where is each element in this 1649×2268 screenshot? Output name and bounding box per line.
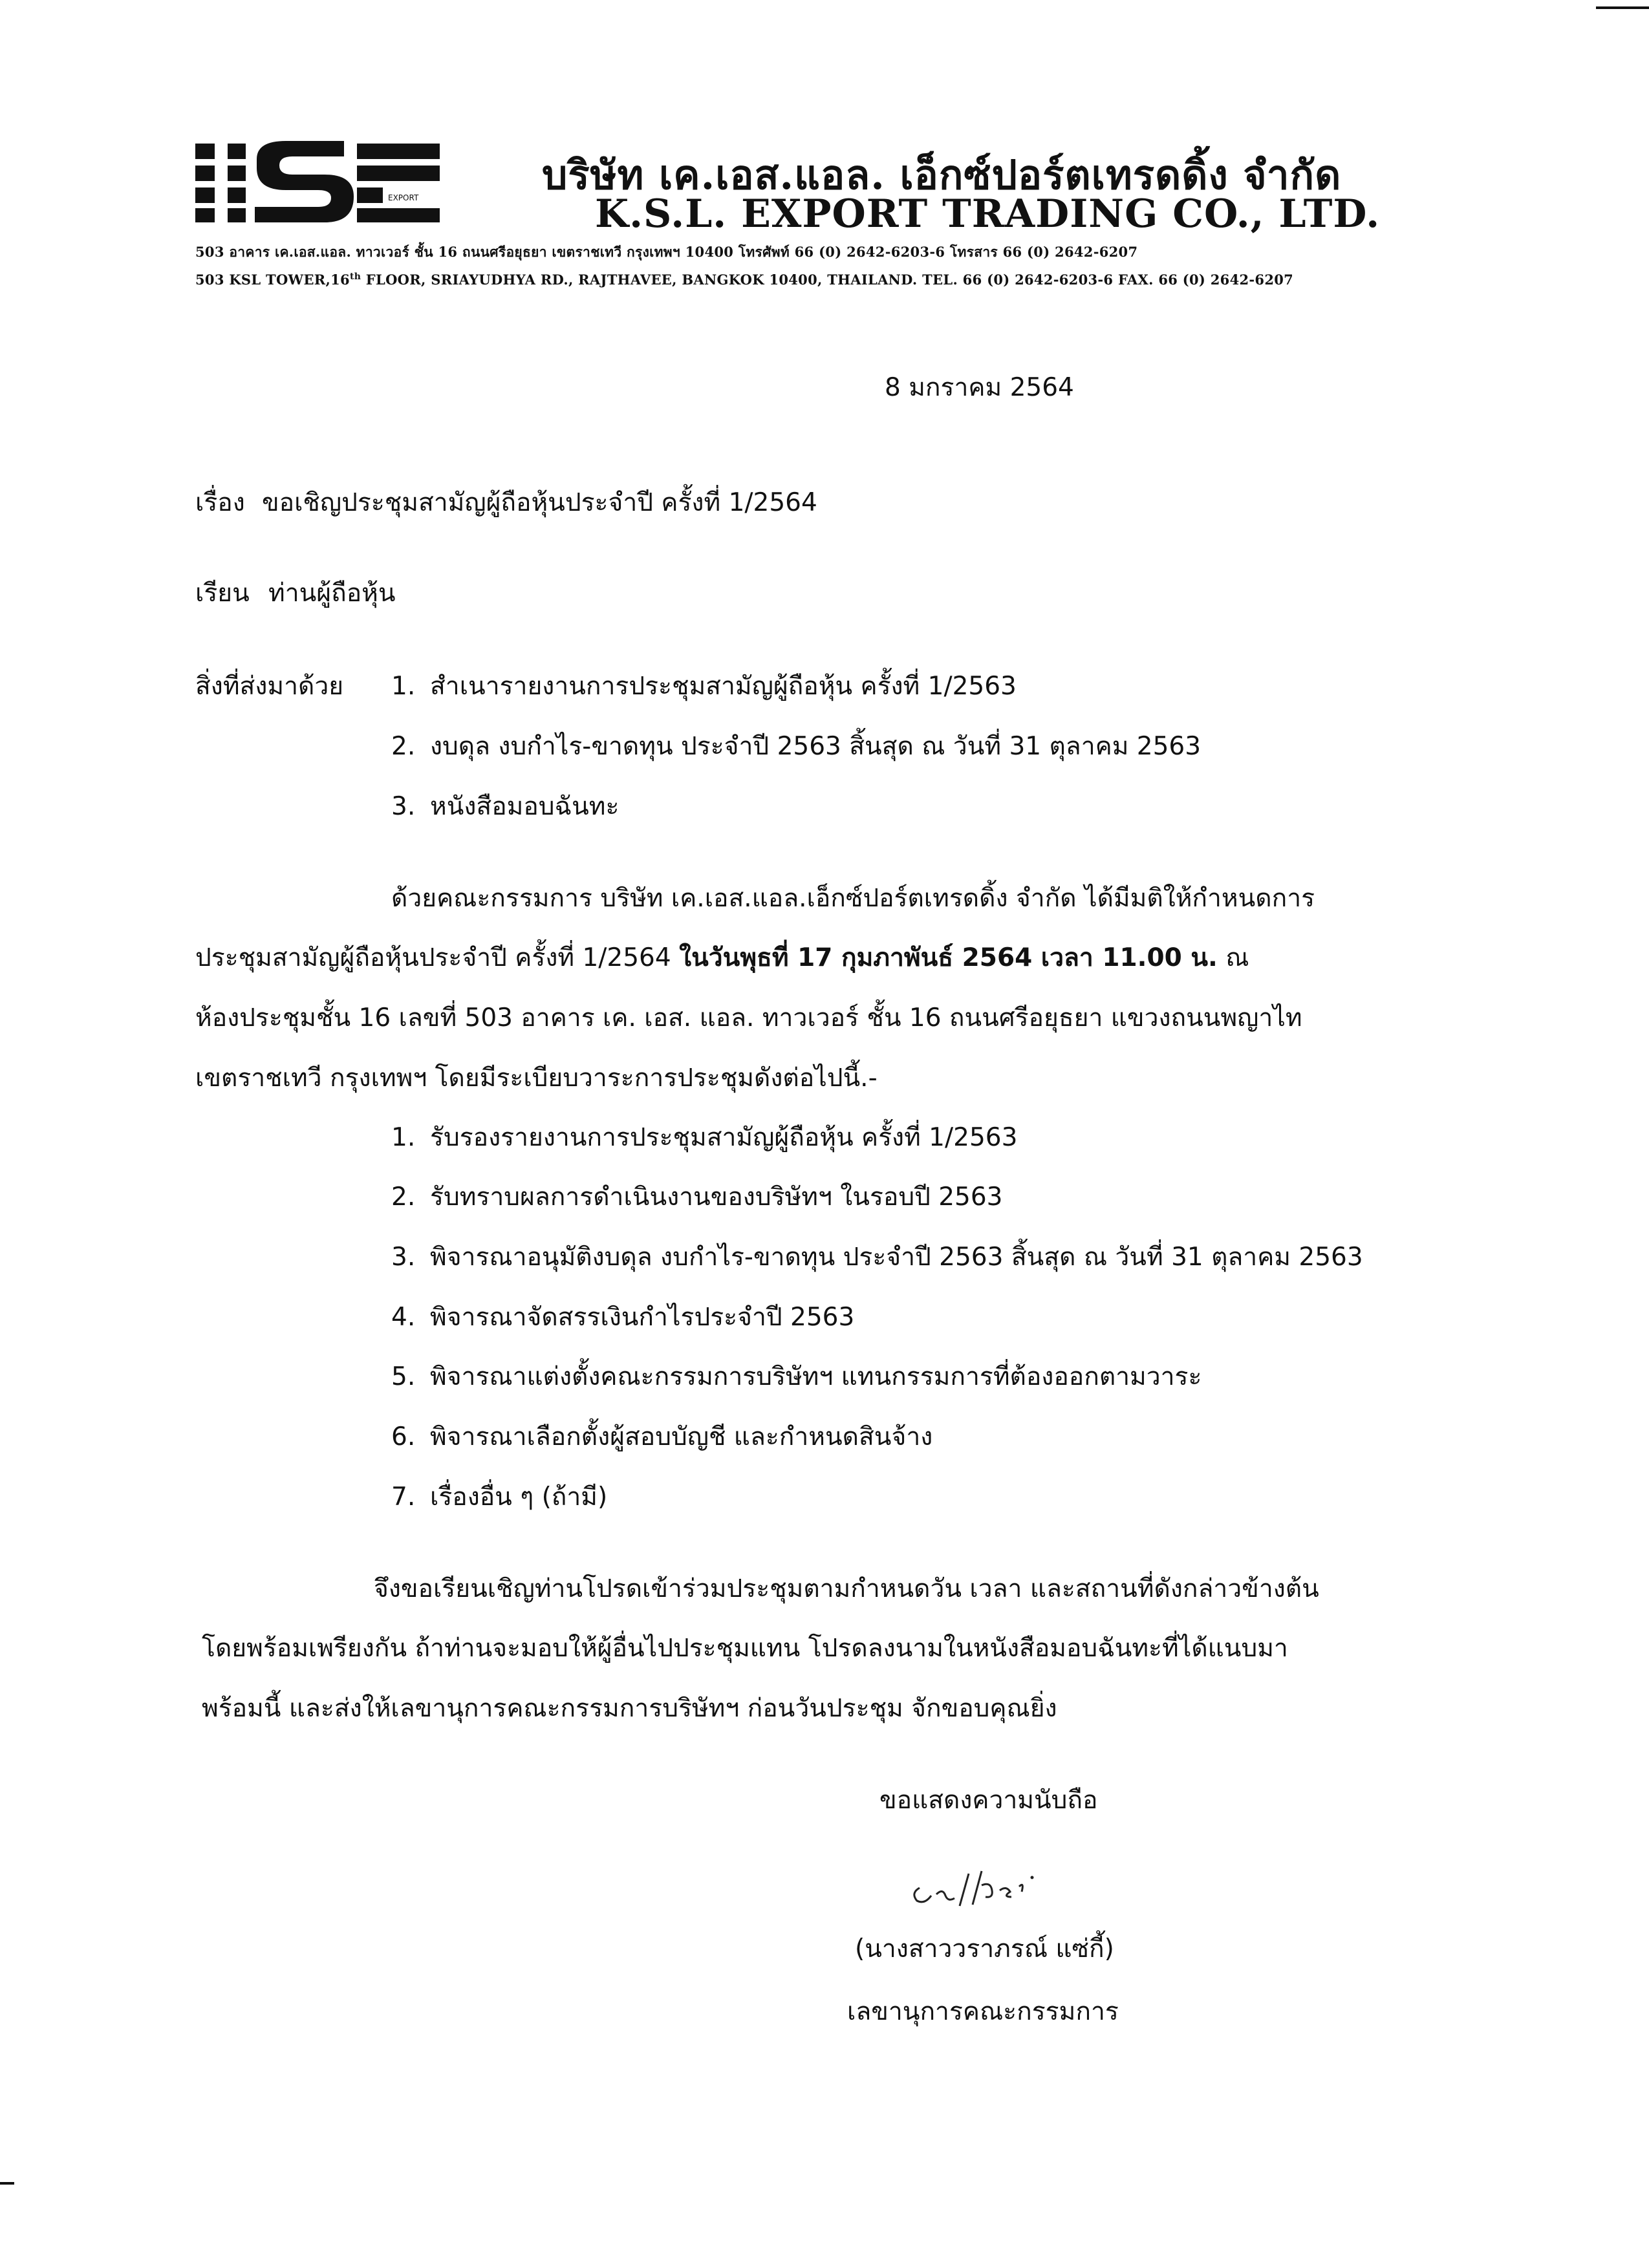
- subject-text: ขอเชิญประชุมสามัญผู้ถือหุ้นประจำปี ครั้งที่ 1/2564: [262, 488, 817, 517]
- agenda-number: 2.: [391, 1182, 416, 1212]
- meeting-datetime: ในวันพุธที่ 17 กุมภาพันธ์ 2564 เวลา 11.00 น.: [679, 943, 1218, 972]
- closing-text: ขอแสดงความนับถือ: [879, 1786, 1098, 1815]
- agenda-item: พิจารณาจัดสรรเงินกำไรประจำปี 2563: [430, 1303, 855, 1332]
- paragraph-line: โดยพร้อมเพรียงกัน ถ้าท่านจะมอบให้ผู้อื่นไปประชุมแทน โปรดลงนามในหนังสือมอบฉันทะที่ได้แนบมา: [202, 1634, 1288, 1663]
- logo-export-label: EXPORT: [388, 193, 419, 202]
- agenda-item: เรื่องอื่น ๆ (ถ้ามี): [430, 1482, 608, 1512]
- agenda-item: พิจารณาเลือกตั้งผู้สอบบัญชี และกำหนดสินจ้าง: [430, 1422, 933, 1451]
- subject-label: เรื่อง: [195, 488, 245, 517]
- paragraph-line: ประชุมสามัญผู้ถือหุ้นประจำปี ครั้งที่ 1/2564 ในวันพุธที่ 17 กุมภาพันธ์ 2564 เวลา 11.00 น. ณ: [195, 943, 1249, 972]
- paragraph-line: พร้อมนี้ และส่งให้เลขานุการคณะกรรมการบริษัทฯ ก่อนวันประชุม จักขอบคุณยิ่ง: [202, 1694, 1057, 1723]
- agenda-number: 3.: [391, 1243, 416, 1272]
- agenda-item: พิจารณาอนุมัติงบดุล งบกำไร-ขาดทุน ประจำปี 2563 สิ้นสุด ณ วันที่ 31 ตุลาคม 2563: [430, 1243, 1363, 1272]
- ksl-logo: [195, 140, 441, 224]
- enclosure-item: งบดุล งบกำไร-ขาดทุน ประจำปี 2563 สิ้นสุด ณ วันที่ 31 ตุลาคม 2563: [430, 732, 1202, 761]
- agenda-number: 1.: [391, 1123, 416, 1152]
- company-name-thai: บริษัท เค.เอส.แอล. เอ็กซ์ปอร์ตเทรดดิ้ง จำกัด: [542, 151, 1342, 198]
- salutation-text: ท่านผู้ถือหุ้น: [268, 579, 396, 608]
- agenda-number: 7.: [391, 1482, 416, 1512]
- signatory-name: (นางสาววราภรณ์ แซ่กี้): [855, 1934, 1114, 1963]
- agenda-number: 5.: [391, 1362, 416, 1391]
- scan-edge-mark: [1596, 6, 1649, 9]
- agenda-item: พิจารณาแต่งตั้งคณะกรรมการบริษัทฯ แทนกรรมการที่ต้องออกตามวาระ: [430, 1362, 1202, 1391]
- paragraph-line: เขตราชเทวี กรุงเทพฯ โดยมีระเบียบวาระการประชุมดังต่อไปนี้.-: [195, 1064, 878, 1093]
- enclosure-item: สำเนารายงานการประชุมสามัญผู้ถือหุ้น ครั้งที่ 1/2563: [430, 672, 1017, 701]
- address-english: 503 KSL TOWER,16th FLOOR, SRIAYUDHYA RD., RAJTHAVEE, BANGKOK 10400, THAILAND. TEL. 66 (0) 2642-6203-6 FAX. 66 (0) 2642-6207: [195, 272, 1294, 288]
- enclosure-item: หนังสือมอบฉันทะ: [430, 792, 620, 821]
- paragraph-line: จึงขอเรียนเชิญท่านโปรดเข้าร่วมประชุมตามกำหนดวัน เวลา และสถานที่ดังกล่าวข้างต้น: [374, 1574, 1319, 1603]
- enclosures-label: สิ่งที่ส่งมาด้วย: [195, 672, 344, 701]
- agenda-item: รับรองรายงานการประชุมสามัญผู้ถือหุ้น ครั้งที่ 1/2563: [430, 1123, 1018, 1152]
- address-thai: 503 อาคาร เค.เอส.แอล. ทาวเวอร์ ชั้น 16 ถนนศรีอยุธยา เขตราชเทวี กรุงเทพฯ 10400 โทรศัพท์ 66 (0) 2642-6203-6 โทรสาร 66 (0) 2642-6207: [195, 244, 1138, 260]
- letter-date: 8 มกราคม 2564: [885, 373, 1074, 402]
- signatory-title: เลขานุการคณะกรรมการ: [847, 1997, 1119, 2026]
- agenda-number: 6.: [391, 1422, 416, 1451]
- scan-edge-mark-left: [0, 2182, 14, 2185]
- enclosure-number: 2.: [391, 732, 416, 761]
- agenda-item: รับทราบผลการดำเนินงานของบริษัทฯ ในรอบปี 2563: [430, 1182, 1003, 1212]
- handwritten-signature: [905, 1862, 1061, 1920]
- paragraph-line: ด้วยคณะกรรมการ บริษัท เค.เอส.แอล.เอ็กซ์ปอร์ตเทรดดิ้ง จำกัด ได้มีมติให้กำหนดการ: [391, 884, 1315, 913]
- salutation-label: เรียน: [195, 579, 250, 608]
- enclosure-number: 1.: [391, 672, 416, 701]
- company-name-english: K.S.L. EXPORT TRADING CO., LTD.: [595, 191, 1381, 237]
- enclosure-number: 3.: [391, 792, 416, 821]
- agenda-number: 4.: [391, 1303, 416, 1332]
- paragraph-line: ห้องประชุมชั้น 16 เลขที่ 503 อาคาร เค. เอส. แอล. ทาวเวอร์ ชั้น 16 ถนนศรีอยุธยา แขวงถนนพญาไท: [195, 1003, 1302, 1032]
